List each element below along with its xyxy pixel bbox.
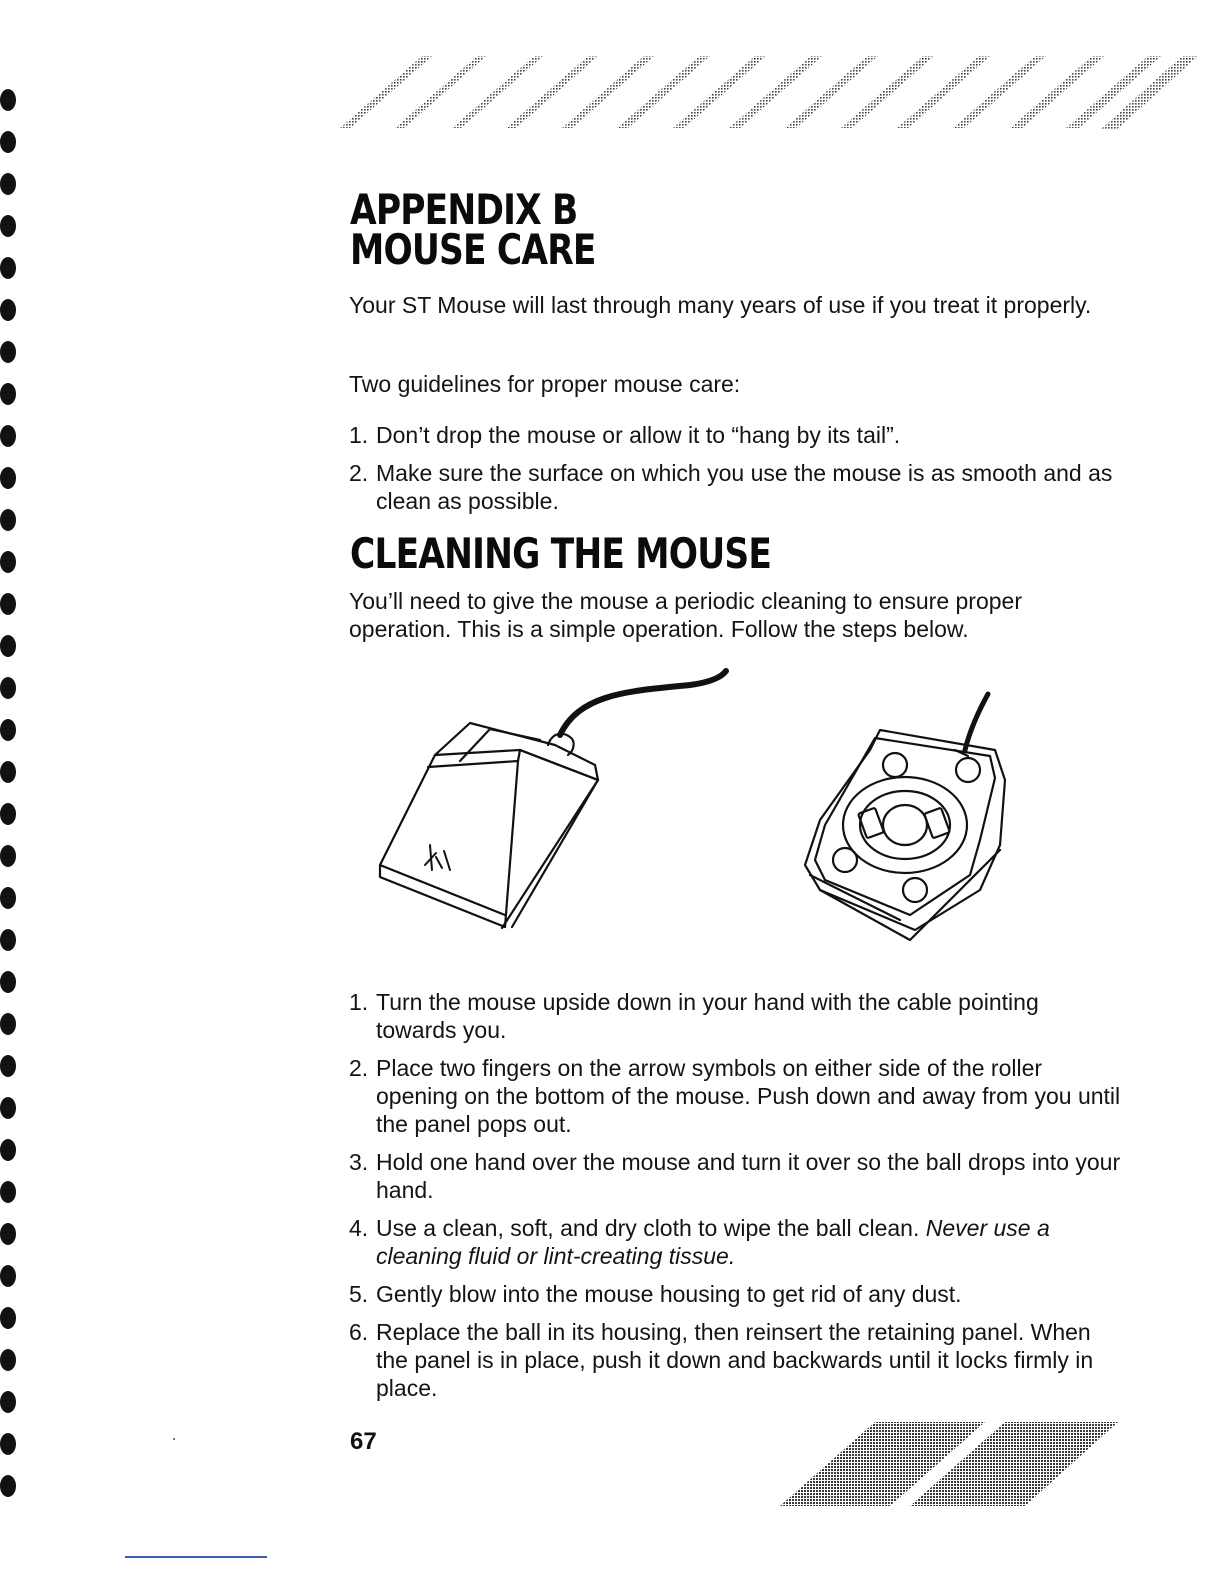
list-item-text: Replace the ball in its housing, then reinsert the retaining panel. When the panel is in place, push it down and backwards until it locks firmly in place.: [376, 1319, 1094, 1401]
appendix-title: APPENDIX B: [350, 185, 578, 234]
list-item-number: 4.: [349, 1215, 369, 1241]
cleaning-intro: You’ll need to give the mouse a periodic cleaning to ensure proper operation. This is a simple operation. Follow the steps below.: [349, 588, 1022, 642]
list-item: [349, 459, 1124, 515]
list-item-number: 2.: [349, 1055, 369, 1081]
list-item: [349, 1318, 1124, 1402]
list-item-warning: Never use a cleaning fluid or lint-creating tissue.: [376, 1215, 1050, 1269]
mouse-top-illustration: [370, 665, 740, 930]
list-item-number: 5.: [349, 1281, 369, 1307]
list-item: [349, 421, 1124, 449]
decorative-corner-bars: [780, 1418, 1120, 1508]
decorative-hatch-band: [340, 52, 1200, 134]
list-item: [349, 1214, 1124, 1270]
list-item-text: Make sure the surface on which you use the mouse is as smooth and as clean as possible.: [376, 460, 1113, 514]
footer-rule: [125, 1556, 267, 1558]
list-item-number: 1.: [349, 989, 369, 1015]
cleaning-steps-list: [349, 988, 1124, 1402]
mouse-bottom-illustration: [800, 690, 1015, 945]
list-item-text: Gently blow into the mouse housing to get rid of any dust.: [376, 1281, 962, 1307]
appendix-subtitle: MOUSE CARE: [350, 225, 596, 274]
list-item-number: 2.: [349, 460, 369, 486]
list-item: [349, 1280, 1124, 1308]
spiral-binding: [0, 70, 26, 1510]
list-item-text: Place two fingers on the arrow symbols on either side of the roller opening on the bottom of the mouse. Push down and away from you until the panel pops out.: [376, 1055, 1121, 1137]
list-item: [349, 1148, 1124, 1204]
guidelines-list: [349, 421, 1124, 515]
intro-paragraph: Your ST Mouse will last through many years of use if you treat it properly.: [349, 292, 1092, 318]
list-item-text: Turn the mouse upside down in your hand with the cable pointing towards you.: [376, 989, 1039, 1043]
list-item-text: Don’t drop the mouse or allow it to “hang by its tail”.: [376, 422, 901, 448]
list-item: [349, 1054, 1124, 1138]
list-item-text: Use a clean, soft, and dry cloth to wipe the ball clean.: [376, 1215, 920, 1241]
list-item-number: 3.: [349, 1149, 369, 1175]
speck: [173, 1438, 175, 1440]
section-heading: CLEANING THE MOUSE: [350, 529, 772, 578]
list-item-text: Hold one hand over the mouse and turn it over so the ball drops into your hand.: [376, 1149, 1121, 1203]
guidelines-lead: Two guidelines for proper mouse care:: [349, 371, 741, 397]
list-item: [349, 988, 1124, 1044]
list-item-number: 1.: [349, 422, 369, 448]
list-item-number: 6.: [349, 1319, 369, 1345]
page-number: 67: [350, 1428, 377, 1455]
